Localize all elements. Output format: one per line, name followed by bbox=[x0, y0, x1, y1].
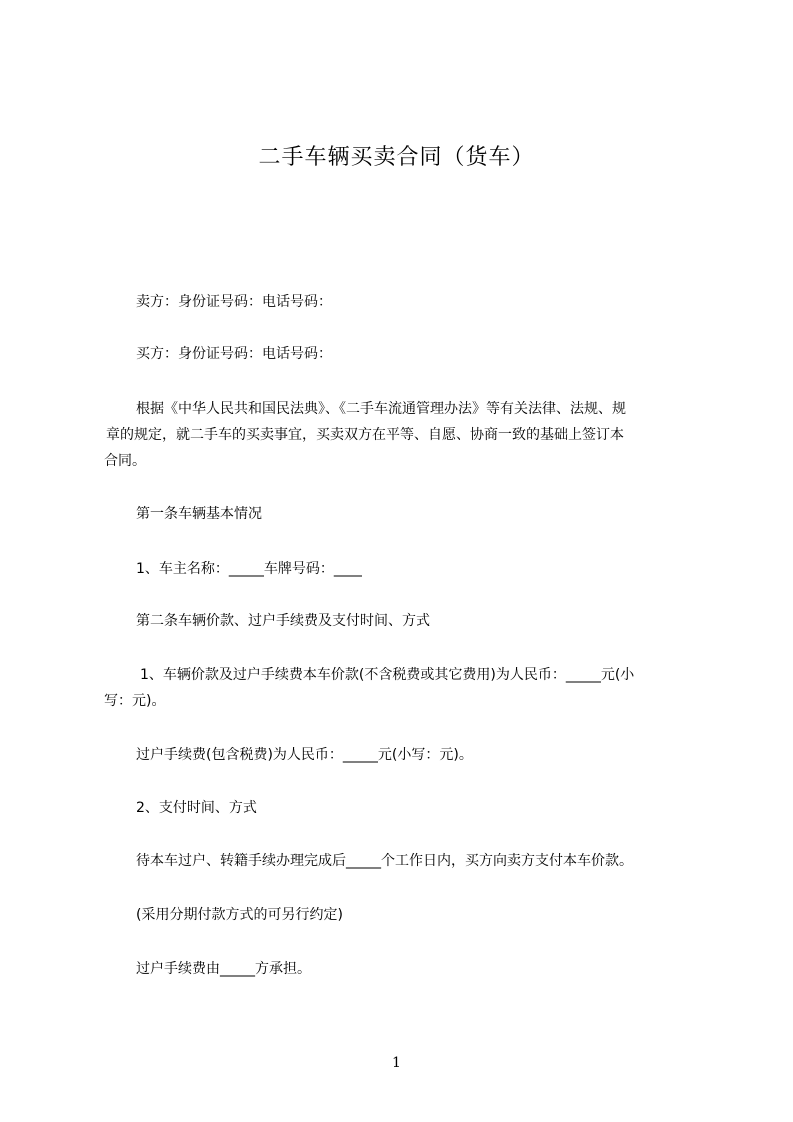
article-2-item-2: 2、支付时间、方式 bbox=[136, 800, 257, 816]
article-1-heading: 第一条车辆基本情况 bbox=[136, 506, 262, 522]
payment-terms-line: 待本车过户、转籍手续办理完成后_____个工作日内，买方向卖方支付本车价款。 bbox=[136, 853, 633, 869]
transfer-fee-line: 过户手续费(包含税费)为人民币：_____元(小写：元)。 bbox=[136, 747, 473, 763]
article-1-item-1: 1、车主名称：_____车牌号码：____ bbox=[136, 561, 362, 577]
buyer-info-line: 买方：身份证号码：电话号码： bbox=[136, 346, 332, 362]
fee-bearer-line: 过户手续费由_____方承担。 bbox=[136, 961, 311, 977]
preamble-line-1: 根据《中华人民共和国民法典》、《二手车流通管理办法》等有关法律、法规、规 bbox=[136, 401, 626, 417]
article-2-item-1-line-1: 1、车辆价款及过户手续费本车价款(不含税费或其它费用)为人民币：_____元(小 bbox=[140, 667, 635, 683]
preamble-line-2: 章的规定，就二手车的买卖事宜，买卖双方在平等、自愿、协商一致的基础上签订本 bbox=[106, 427, 624, 443]
article-2-item-1-line-2: 写：元)。 bbox=[104, 693, 166, 709]
article-2-heading: 第二条车辆价款、过户手续费及支付时间、方式 bbox=[136, 613, 430, 629]
installment-note: (采用分期付款方式的可另行约定) bbox=[136, 907, 343, 923]
preamble-line-3: 合同。 bbox=[104, 453, 146, 469]
page-number: 1 bbox=[392, 1055, 401, 1071]
seller-info-line: 卖方：身份证号码：电话号码： bbox=[136, 294, 332, 310]
document-title: 二手车辆买卖合同（货车） bbox=[258, 145, 535, 170]
